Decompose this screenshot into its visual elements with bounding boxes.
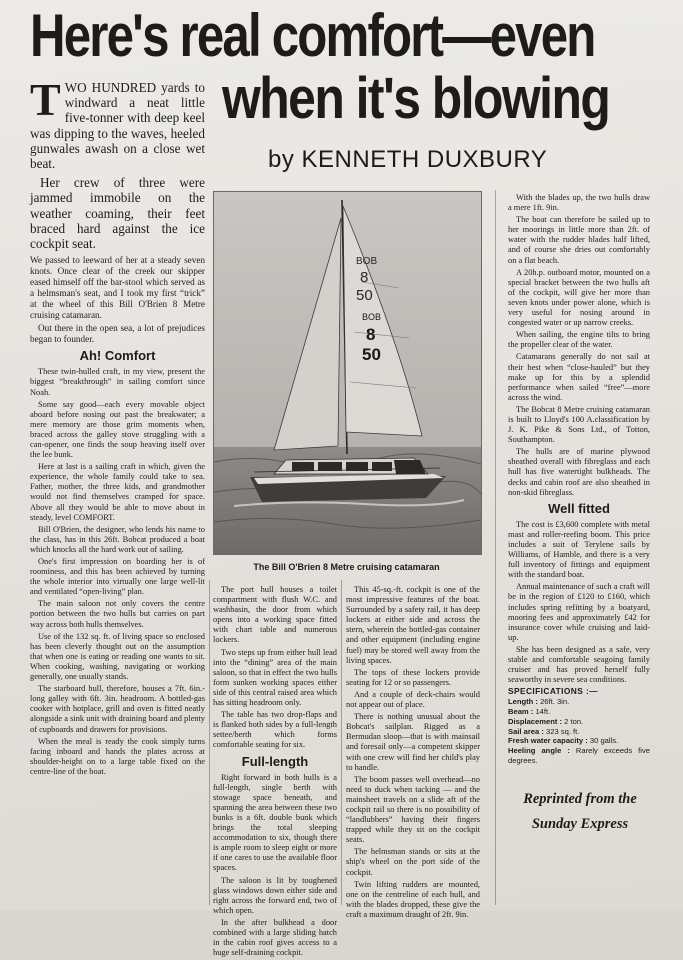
column-divider (209, 580, 210, 905)
spec-item: Sail area : 323 sq. ft. (508, 726, 580, 736)
paragraph: The port hull houses a toilet compartment with flush W.C. and washbasin, the door from which opens into a working space fitted with chart table and numerous lockers. (213, 585, 337, 645)
photo-caption: The Bill O'Brien 8 Metre cruising catamaran (253, 562, 440, 572)
subhead-ah-comfort: Ah! Comfort (79, 348, 156, 364)
headline-line-2: when it's blowing (222, 66, 610, 131)
paragraph: A 20h.p. outboard motor, mounted on a special bracket between the two hulls aft of the cockpit, will give her more than seven knots under power alone, which is very useful for nosing around in congested water or up narrow creeks. (508, 267, 650, 328)
headline-line-1: Here's real comfort—even (30, 2, 595, 69)
specifications (508, 687, 650, 765)
paragraph: Here at last is a sailing craft in which, given the experience, the whole family could take to sea. Father, mother, the three kids, and grandmother would not find themselves cramped for space. Above all they would be able to move about in steady, level COMFORT. (30, 462, 205, 522)
subhead-full-length: Full-length (241, 753, 309, 769)
column-divider (341, 580, 342, 905)
svg-text:8: 8 (366, 325, 376, 344)
paragraph: The cost is £3,600 complete with metal mast and roller-reefing boom. This price includes a suit of Terylene sails by Williams, of Hamble, and there is a very full inventory of fittings and equipment with the standard boat. (508, 519, 650, 580)
paragraph: When sailing, the engine tilts to bring the propeller clear of the water. (508, 330, 650, 350)
paragraph: Bill O'Brien, the designer, who lends his name to the class, has in this 26ft. Bobcat produced a boat which knocks all the hard work out of sailing. (30, 524, 205, 554)
reprint-line-1: Reprinted from the (523, 791, 637, 807)
reprint-notice (500, 787, 660, 837)
subhead-well-fitted: Well fitted (548, 500, 610, 516)
catamaran-illustration (214, 192, 481, 554)
column-2 (213, 585, 337, 960)
paragraph: Annual maintenance of such a craft will be in the region of £120 to £160, which includes spring refitting by a boatyard, mooring fees and approximately £42 for insurance cover while cruising and laid-up. (508, 582, 650, 642)
paragraph: The main saloon not only covers the centre portion between the two hulls but carries on part way across both hulls themselves. (30, 599, 205, 629)
paragraph: Out there in the open sea, a lot of prejudices began to founder. (30, 323, 205, 345)
paragraph: Twin lifting rudders are mounted, one on the centreline of each hull, and with the blades dropped, these give the craft a maximum draught of 2ft. 9in. (346, 879, 480, 919)
byline: by KENNETH DUXBURY (268, 146, 548, 173)
paragraph: Catamarans generally do not sail at their best when “close-hauled” but they make up for this by a splendid performance when sailed “free”—more across the wind. (508, 352, 650, 402)
lead-paragraph-2: Her crew of three were jammed immobile on the weather coaming, their feet braced hard against the ice cockpit seat. (30, 175, 205, 252)
column-1 (30, 74, 205, 779)
svg-text:50: 50 (362, 345, 381, 364)
spec-item: Length : 26ft. 3in. (508, 697, 570, 707)
paragraph: The Bobcat 8 Metre cruising catamaran is built to Lloyd's 100 A.classification by J. K. Pike & Sons Ltd., of Totton, Southampton. (508, 404, 650, 445)
paragraph: One's first impression on boarding her is of roominess, and this has been achieved by turning the whole interior into virtually one large well-lit and ventilated “open-living” plan. (30, 557, 205, 597)
sail-number-upper: BOB (356, 256, 378, 267)
paragraph: Some say good—each every movable object aboard before nosing out past the breakwater; a mere memory are those grim moments when, braced across the galley stove struggling with a can-opener, one finds the soup heaving itself over the lee bunk. (30, 399, 205, 460)
paragraph: The tops of these lockers provide seating for 12 or so passengers. (346, 667, 480, 687)
sail-number-lower: BOB (362, 312, 382, 322)
lead-paragraphs (30, 74, 205, 252)
specifications-title: SPECIFICATIONS :— (508, 686, 598, 697)
paragraph: Use of the 132 sq. ft. of living space so enclosed has been cleverly thought out on the assumption that when one is eating or reading one wants to sit. When cooking, washing, navigating or working generally, one usually stands. (30, 631, 205, 682)
spec-item: Heeling angle : Rarely exceeds five degrees. (508, 746, 650, 765)
spec-item: Displacement : 2 ton. (508, 716, 584, 726)
column-4 (508, 193, 650, 766)
column-3 (346, 585, 480, 922)
paragraph: The starboard hull, therefore, houses a 7ft. 6in.-long galley with 6ft. 3in. headroom. A bottled-gas cooker with hotplace, grill and oven is fitted neatly alongside a sink unit with draining board and plenty of cupboards and drawers for provisions. (30, 684, 205, 734)
reprint-line-2: Sunday Express (531, 816, 629, 832)
paragraph: We passed to leeward of her at a steady seven knots. Once clear of the creek our skipper eased himself off the bar-stool which served as a helmsman's seat, and I took my first “trick” at the wheel of this Bill O'Brien 8 Metre cruising catamaran. (30, 255, 205, 321)
paragraph: She has been designed as a safe, very stable and comfortable seagoing family cruiser and has proved herself fully seaworthy in severe sea conditions. (508, 644, 650, 685)
paragraph: The helmsman stands or sits at the ship's wheel on the port side of the cockpit. (346, 847, 480, 877)
paragraph: And a couple of deck-chairs would not appear out of place. (346, 689, 480, 710)
paragraph: Two steps up from either hull lead into the “dining” area of the main saloon, so that in effect the two hulls form sunken working spaces either side of this central raised area which has sitting headroom only. (213, 647, 337, 708)
catamaran-photo (213, 191, 482, 555)
paragraph: There is nothing unusual about the Bobcat's sailplan. Rigged as a Bermudan sloop—that is with mainsail and foresail only—a competent skipper with one crew will find her child's play to handle. (346, 712, 480, 772)
svg-text:50: 50 (356, 287, 373, 304)
paragraph: This 45-sq.-ft. cockpit is one of the most impressive features of the boat. Surrounded by a safety rail, it has deep lockers at either side and across the stern, wherein the bottled-gas container and other equipment (including engine fuel) may be stored well away from the living spaces. (346, 585, 480, 665)
paragraph: The hulls are of marine plywood sheathed overall with fibreglass and each hull has five watertight bulkheads. The decks and cabin roof are also sheathed in non-skid fibreglass. (508, 447, 650, 497)
paragraph: The boom passes well overhead—no need to duck when tacking — and the mainsheet travels on a slide aft of the cockpit rail so there is no possibility of “landlubbers” having their fingers trapped while they sit on the cockpit seats. (346, 774, 480, 845)
lead-paragraph-1: WO HUNDRED yards to windward a neat little five-tonner with deep keel was dipping to the waves, heeled gunwales awash on a close wet beat. (30, 80, 205, 172)
paragraph: These twin-hulled craft, in my view, present the biggest “breakthrough” in sailing comfort since Noah. (30, 367, 205, 397)
paragraph: Right forward in both hulls is a full-length, single berth with stowage space beneath, and spanning the area between these two bunks is a 6ft. double bunk which brings the total sleeping accommodation to six, though there is ample room to sleep eight or more if one cares to use the available floor spaces. (213, 772, 337, 873)
paragraph: With the blades up, the two hulls draw a mere 1ft. 9in. (508, 193, 650, 213)
paragraph: When the meal is ready the cook simply turns facing inboard and hands the plates across at shoulder-height on to a large table fixed on the centre-line of the boat. (30, 736, 205, 776)
spec-item: Beam : 14ft. (508, 706, 551, 716)
paragraph: The boat can therefore be sailed up to her moorings in little more than 2ft. of water with the rudder blades half lifted, and of course she dries out comfortably on a flat beach. (508, 215, 650, 265)
paragraph: In the after bulkhead a door combined with a large sliding hatch in the cabin roof gives access to a huge self-draining cockpit. (213, 917, 337, 958)
spec-item: Fresh water capacity : 30 galls. (508, 736, 619, 746)
paragraph: The saloon is lit by toughened glass windows down either side and right across the forward end, two of which open. (213, 875, 337, 915)
drop-cap: T (30, 74, 61, 125)
column-divider (495, 190, 496, 905)
svg-text:8: 8 (360, 269, 369, 286)
paragraph: The table has two drop-flaps and is flanked both sides by a full-length settee/berth which forms comfortable seating for six. (213, 710, 337, 750)
